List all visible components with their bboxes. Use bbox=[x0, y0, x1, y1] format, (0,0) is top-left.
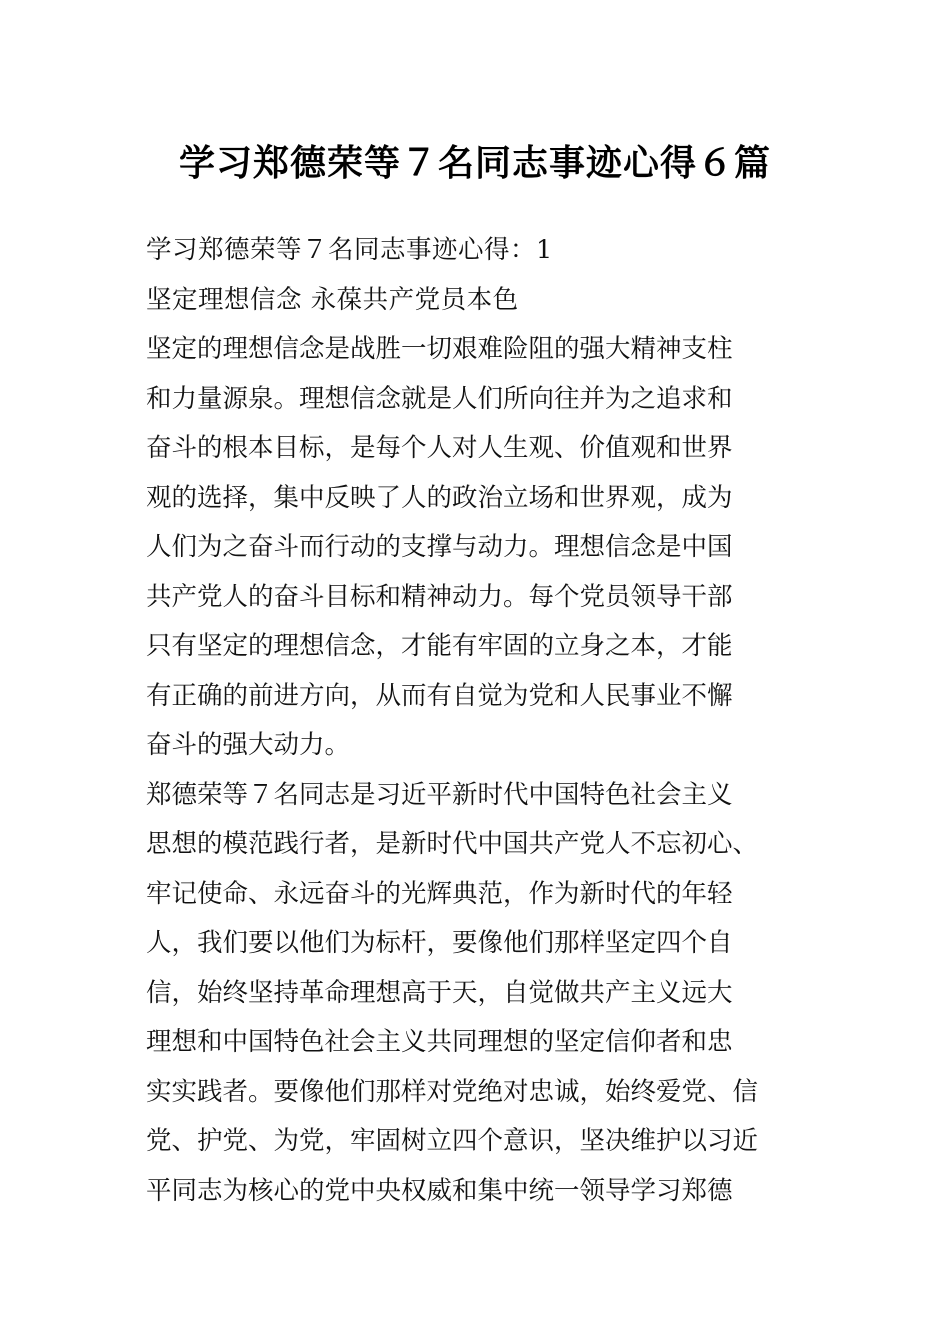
section-subheading: 坚定理想信念 永葆共产党员本色 bbox=[146, 284, 519, 315]
paragraph-line: 人们为之奋斗而行动的支撑与动力。理想信念是中国 bbox=[146, 532, 733, 562]
paragraph-line: 和力量源泉。理想信念就是人们所向往并为之追求和 bbox=[146, 383, 733, 414]
paragraph-line: 思想的模范践行者，是新时代中国共产党人不忘初心、 bbox=[146, 829, 759, 859]
paragraph-line: 牢记使命、永远奋斗的光辉典范，作为新时代的年轻 bbox=[146, 878, 733, 909]
section-heading: 学习郑德荣等７名同志事迹心得：1 bbox=[146, 235, 553, 265]
document-body bbox=[146, 226, 814, 1216]
paragraph-line: 只有坚定的理想信念，才能有牢固的立身之本，才能 bbox=[146, 631, 733, 661]
paragraph-line: 平同志为核心的党中央权威和集中统一领导学习郑德 bbox=[146, 1175, 733, 1206]
paragraph-line: 党、护党、为党，牢固树立四个意识，坚决维护以习近 bbox=[146, 1126, 759, 1156]
document-title: 学习郑德荣等７名同志事迹心得６篇 bbox=[178, 143, 771, 184]
paragraph-line: 郑德荣等７名同志是习近平新时代中国特色社会主义 bbox=[146, 779, 733, 810]
paragraph-line: 共产党人的奋斗目标和精神动力。每个党员领导干部 bbox=[146, 581, 733, 612]
paragraph-line: 人，我们要以他们为标杆，要像他们那样坚定四个自 bbox=[146, 928, 733, 958]
paragraph-line: 理想和中国特色社会主义共同理想的坚定信仰者和忠 bbox=[146, 1027, 733, 1057]
paragraph-line: 奋斗的根本目标，是每个人对人生观、价值观和世界 bbox=[146, 433, 733, 463]
paragraph-line: 有正确的前进方向，从而有自觉为党和人民事业不懈 bbox=[146, 680, 733, 711]
paragraph-line: 坚定的理想信念是战胜一切艰难险阻的强大精神支柱 bbox=[146, 334, 733, 364]
paragraph-line: 观的选择，集中反映了人的政治立场和世界观，成为 bbox=[146, 482, 733, 513]
paragraph-line: 信，始终坚持革命理想高于天，自觉做共产主义远大 bbox=[146, 977, 733, 1008]
paragraph-line: 奋斗的强大动力。 bbox=[146, 730, 351, 760]
paragraph-line: 实实践者。要像他们那样对党绝对忠诚，始终爱党、信 bbox=[146, 1076, 759, 1107]
